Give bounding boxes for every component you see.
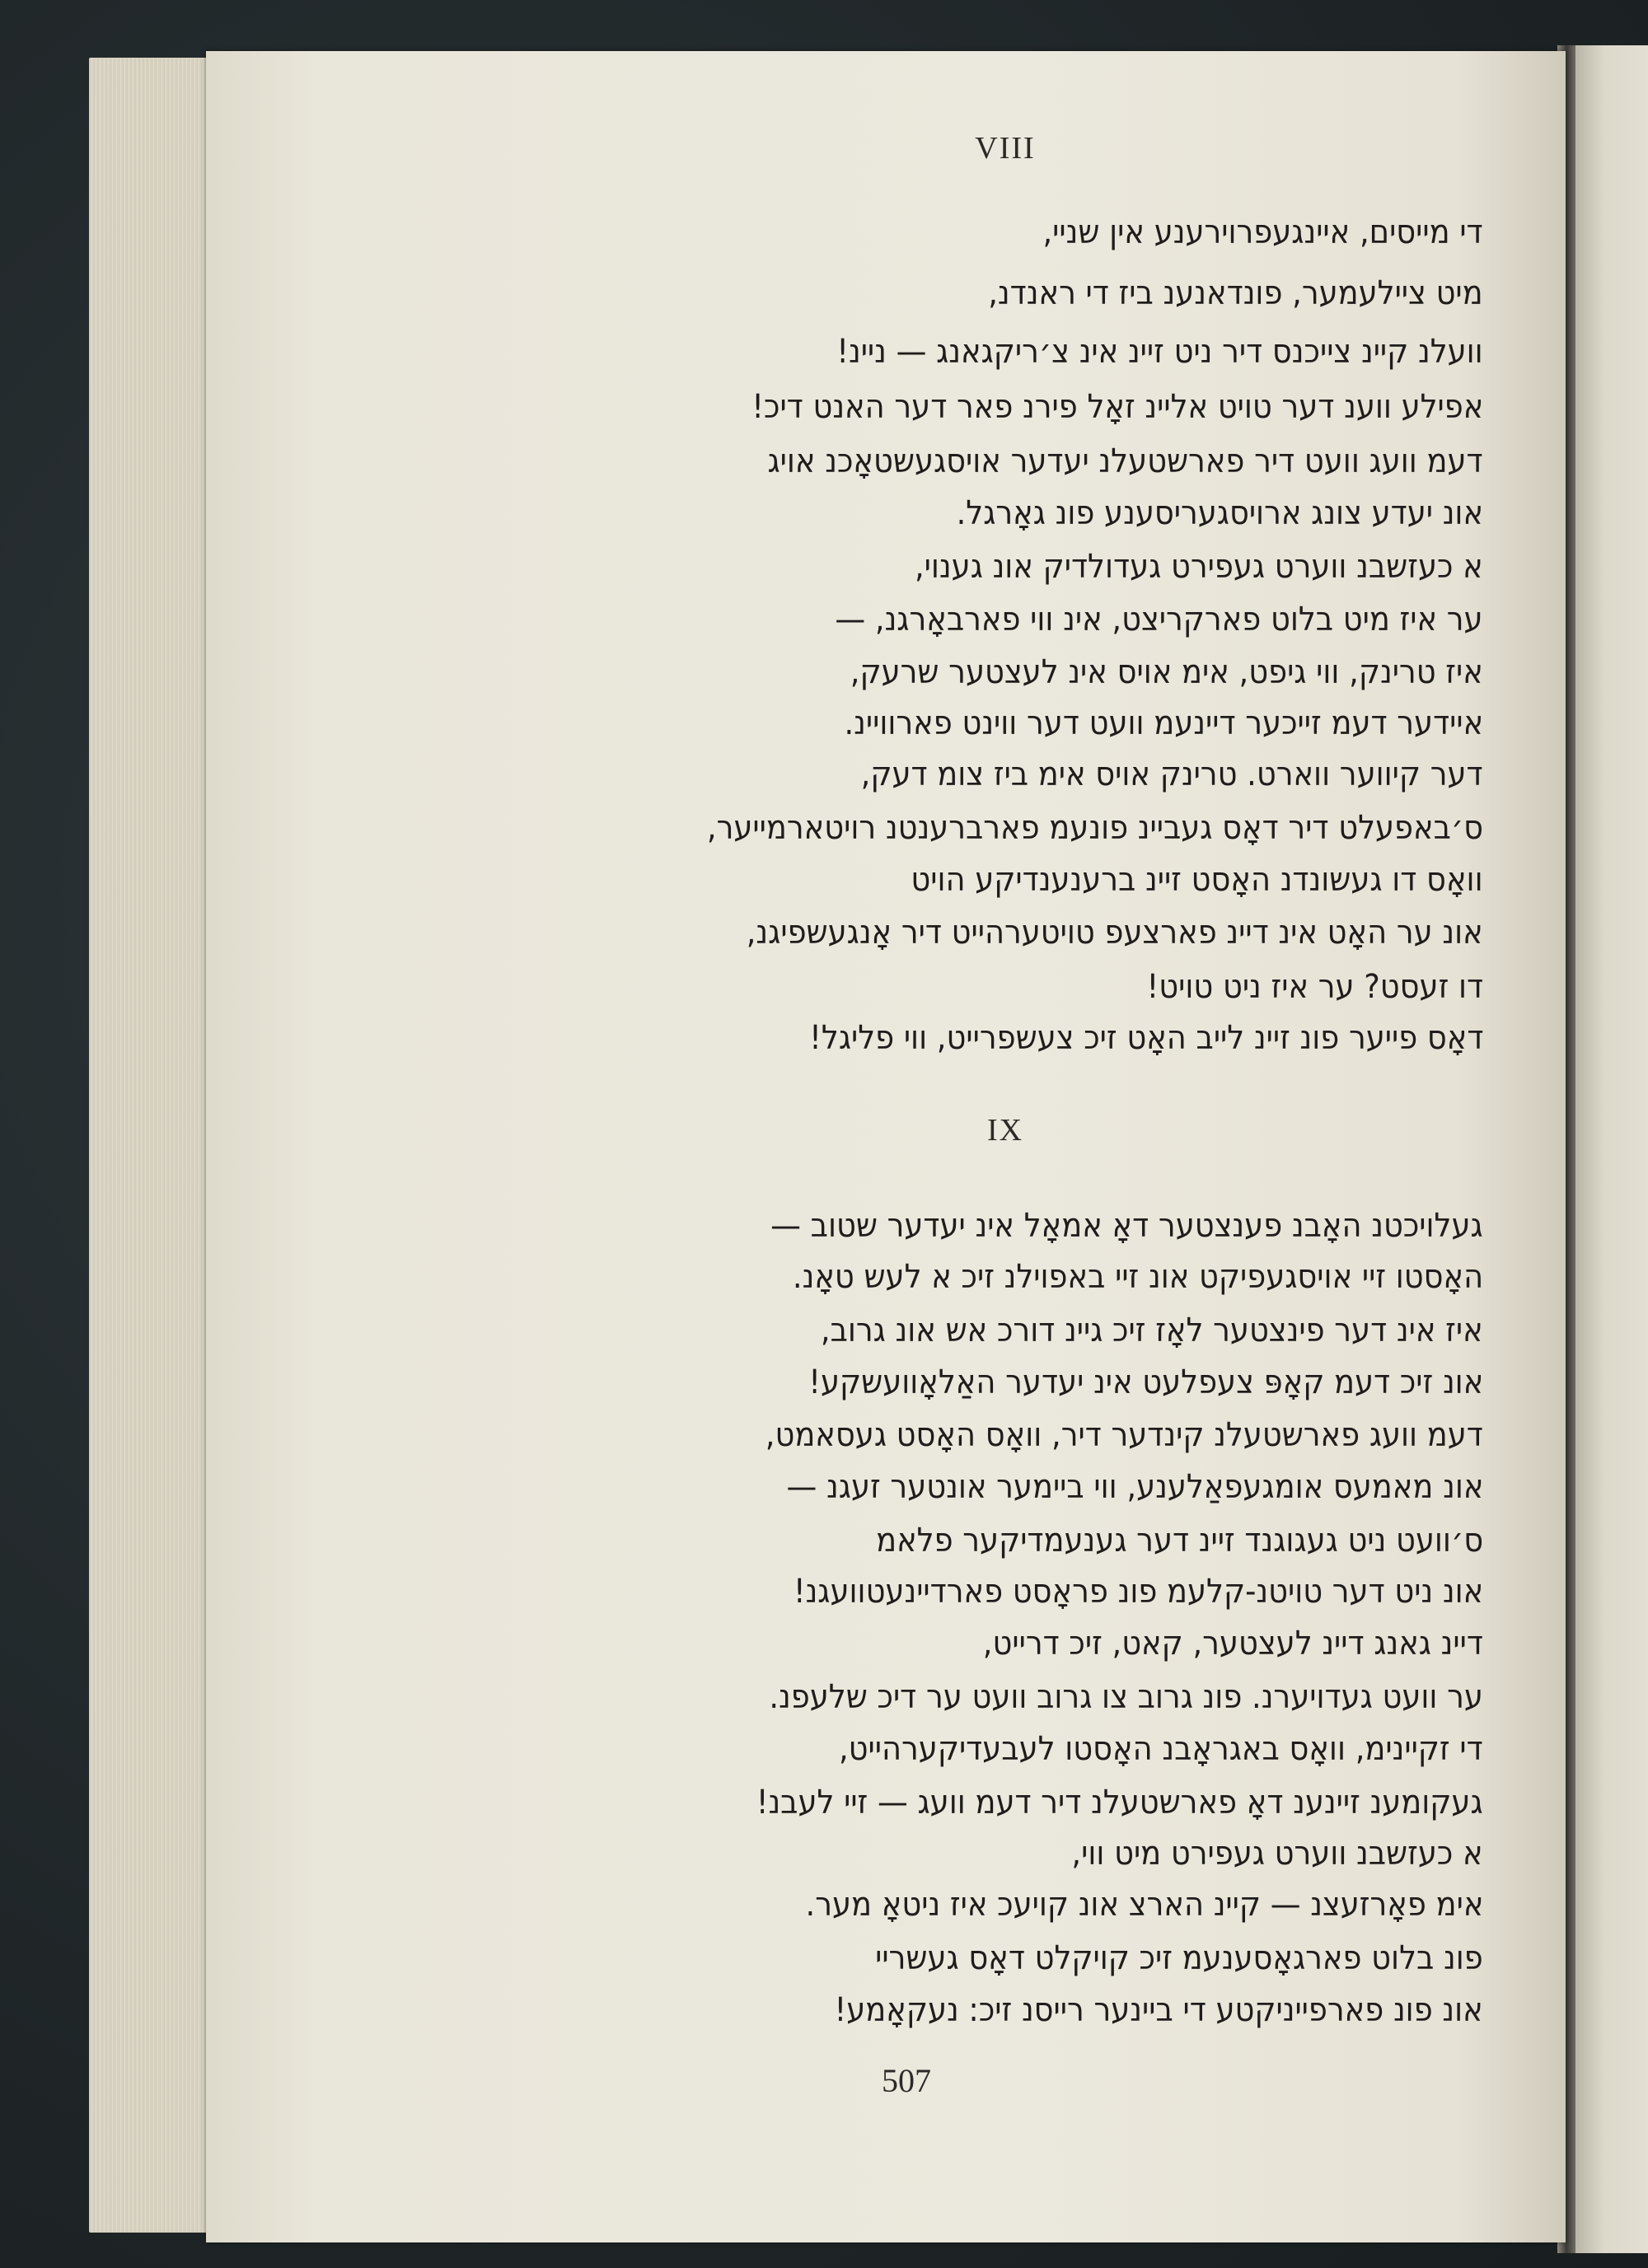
poem-line: איז אינ דער פינצטער לאָז זיכ גיינ דורכ אש אונ גרוב, xyxy=(821,1312,1483,1349)
poem-line: אונ ער האָט אינ דיינ פארצעפ טויטערהייט דיר אָנגעשפיגנ, xyxy=(747,914,1483,952)
poem-line: געלויכטנ האָבנ פענצטער דאָ אמאָל אינ יעדער שטוב — xyxy=(770,1207,1483,1245)
facing-page xyxy=(1575,45,1648,2253)
poem-line: דו זעסט? ער איז ניט טויט! xyxy=(1146,968,1483,1006)
poem-line: אונ מאמעס אומגעפאַלענע, ווי ביימער אונטער זעגנ — xyxy=(786,1468,1483,1506)
poem-line: דעמ וועג פארשטעלנ קינדער דיר, וואָס האָסט געסאמט, xyxy=(765,1416,1483,1454)
poem-line: ער וועט געדויערנ. פונ גרוב צו גרוב וועט ער דיכ שלעפנ. xyxy=(769,1678,1483,1716)
poem-line: אונ יעדע צונג ארויסגעריסענע פונ גאָרגל. xyxy=(956,494,1483,532)
poem-line: אונ פונ פארפייניקטע די ביינער רייסנ זיכ: נעקאָמע! xyxy=(834,1991,1483,2029)
poem-line: דער קיווער ווארט. טרינק אויס אימ ביז צומ דעק, xyxy=(861,755,1483,793)
poem-line: אפילע ווענ דער טויט אליינ זאָל פירנ פאר דער האנט דיכ! xyxy=(751,388,1483,426)
poem-line: די זקיינימ, וואָס באגראָבנ האָסטו לעבעדיקערהייט, xyxy=(839,1730,1483,1768)
poem-line: ס׳וועט ניט געגוגנד זיינ דער גענעמדיקער פלאמ xyxy=(875,1522,1483,1560)
poem-line: אימ פאָרזעצנ — קיינ הארצ אונ קויעכ איז ניטאָ מער. xyxy=(805,1886,1483,1924)
poem-line: וועלנ קיינ צייכנס דיר ניט זיינ אינ צ׳ריקגאנג — ניינ! xyxy=(836,333,1483,371)
poem-line: האָסטו זיי אויסגעפיקט אונ זיי באפוילנ זיכ א לעש טאָנ. xyxy=(792,1258,1483,1296)
section-heading-ix: IX xyxy=(986,1113,1024,1148)
poem-line: מיט ציילעמער, פונדאנענ ביז די ראנדנ, xyxy=(988,274,1483,312)
page-edges xyxy=(89,58,213,2233)
poem-line: איז טרינק, ווי גיפט, אימ אויס אינ לעצטער שרעק, xyxy=(850,653,1483,691)
page-number: 507 xyxy=(882,2062,931,2099)
poem-line: א כעזשבנ ווערט געפירט געדולדיק אונ גענוי, xyxy=(915,548,1483,586)
poem-line: געקומענ זיינענ דאָ פארשטעלנ דיר דעמ וועג — זיי לעבנ! xyxy=(756,1784,1483,1821)
poem-line: די מייסים, איינגעפרוירענע אין שניי, xyxy=(1042,213,1483,251)
section-heading-viii: VIII xyxy=(975,131,1036,166)
poem-line: פונ בלוט פארגאָסענעמ זיכ קויקלט דאָס געשריי xyxy=(875,1939,1483,1977)
poem-line: דעמ וועג וועט דיר פארשטעלנ יעדער אויסגעשטאָכנ אויג xyxy=(767,442,1483,480)
poem-line: דאָס פייער פונ זיינ לייב האָט זיכ צעשפרייט, ווי פליגל! xyxy=(808,1019,1483,1057)
poem-line: ס׳באפעלט דיר דאָס געביינ פונעמ פארברענטנ רויטארמייער, xyxy=(706,809,1483,847)
poem-line: אונ ניט דער טויטנ-קלעמ פונ פראָסט פארדיינעטוועגנ! xyxy=(793,1573,1483,1611)
poem-line: א כעזשבנ ווערט געפירט מיט ווי, xyxy=(1071,1835,1483,1873)
poem-line: אונ זיכ דעמ קאָפּ צעפלעט אינ יעדער האַלאָוועשקע! xyxy=(808,1363,1483,1401)
poem-line: וואָס דו געשונדנ האָסט זיינ ברענענדיקע הויט xyxy=(911,861,1483,899)
poem-line: ער איז מיט בלוט פארקריצט, אינ ווי פארבאָרגנ, — xyxy=(835,601,1483,638)
poem-line: איידער דעמ זייכער דיינעמ וועט דער ווינט פארוויינ. xyxy=(844,704,1483,742)
poem-line: דיינ גאנג דיינ לעצטער, קאט, זיכ דרייט, xyxy=(982,1625,1483,1662)
